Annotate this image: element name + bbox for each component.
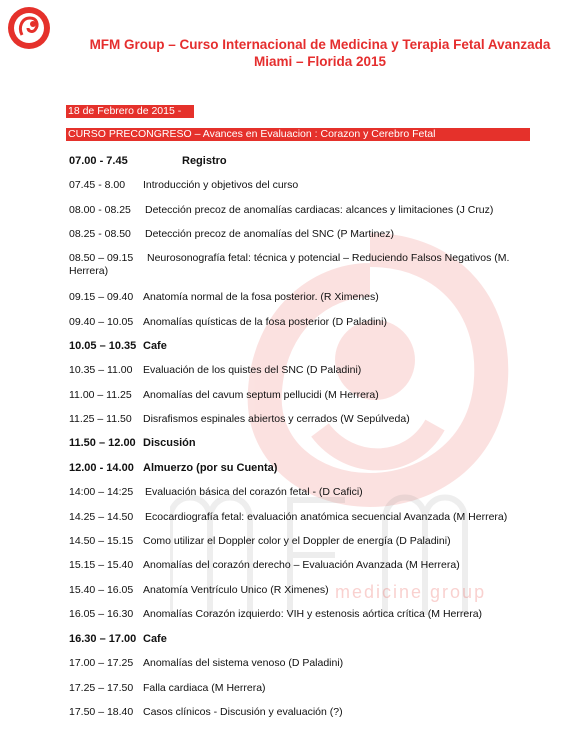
schedule-time: 17.25 – 17.50 [69,682,134,694]
schedule-time: 11.00 – 11.25 [69,389,132,401]
watermark-text: medicine group [335,582,487,602]
schedule-row [69,389,539,402]
schedule-row [69,633,539,646]
schedule-row [69,608,539,621]
schedule-row [69,252,539,278]
schedule-time: 08.00 - 08.25 [69,204,131,216]
schedule-row [69,682,539,695]
schedule-activity: Disrafismos espinales abiertos y cerrados (W Sepúlveda) [143,413,410,425]
schedule-activity: Discusión [143,437,196,449]
schedule-activity: Cafe [143,633,167,645]
schedule-activity: Falla cardiaca (M Herrera) [143,682,266,694]
schedule-row [69,437,539,450]
schedule-activity: Anomalías del corazón derecho – Evaluación Avanzada (M Herrera) [143,559,460,571]
header-title: MFM Group – Curso Internacional de Medicina y Terapia Fetal Avanzada [89,37,551,52]
schedule-activity: Neurosonografía fetal: técnica y potencial – Reduciendo Falsos Negativos (M. Herrera) [69,252,510,277]
schedule-activity: Anomalías Corazón izquierdo: VIH y estenosis aórtica crítica (M Herrera) [143,608,483,620]
schedule-activity: Ecocardiografía fetal: evaluación anatómica secuencial Avanzada (M Herrera) [145,511,508,523]
schedule-time: 17.00 – 17.25 [69,657,134,669]
schedule-activity: Almuerzo (por su Cuenta) [143,462,278,474]
schedule-row [69,228,539,241]
schedule-time: 12.00 - 14.00 [69,462,134,474]
schedule-time: 15.15 – 15.40 [69,559,134,571]
schedule-time: 16.05 – 16.30 [69,608,134,620]
schedule-time: 08.25 - 08.50 [69,228,131,240]
schedule-activity: Registro [182,155,227,167]
schedule-row [69,486,539,499]
schedule-activity: Cafe [143,340,167,352]
schedule-time: 14:00 – 14:25 [69,486,134,498]
schedule-row [69,204,539,217]
schedule-row [69,340,539,353]
schedule-row [69,584,539,597]
schedule-activity: Anomalías del sistema venoso (D Paladini) [143,657,344,669]
schedule-time: 11.50 – 12.00 [69,437,136,449]
schedule-activity: Como utilizar el Doppler color y el Doppler de energía (D Paladini) [143,535,451,547]
schedule-activity: Anatomía Ventrículo Unico (R Ximenes) [143,584,329,596]
schedule-row [69,316,539,329]
schedule-row [69,413,539,426]
schedule-activity: Anomalías del cavum septum pellucidi (M Herrera) [143,389,379,401]
schedule-time: 17.50 – 18.40 [69,706,134,718]
schedule-time: 10.05 – 10.35 [69,340,137,352]
schedule-time: 14.25 – 14.50 [69,511,134,523]
date-banner: 18 de Febrero de 2015 - [66,105,194,118]
schedule-activity: Detección precoz de anomalías del SNC (P Martinez) [145,228,395,240]
schedule-row [69,155,539,168]
schedule-time: 08.50 – 09.15 [69,252,134,264]
schedule-time: 15.40 – 16.05 [69,584,134,596]
schedule-row [69,364,539,377]
schedule-row [69,291,539,304]
schedule-activity: Casos clínicos - Discusión y evaluación (?) [143,706,343,718]
schedule-activity: Anatomía normal de la fosa posterior. (R Ximenes) [143,291,379,303]
schedule-row [69,179,539,192]
schedule-time: 14.50 – 15.15 [69,535,134,547]
schedule-row [69,559,539,572]
schedule-row [69,706,539,719]
schedule-activity: Detección precoz de anomalías cardiacas: alcances y limitaciones (J Cruz) [145,204,494,216]
schedule-row [69,535,539,548]
schedule-row [69,462,539,475]
schedule-activity: Evaluación básica del corazón fetal - (D Cafici) [145,486,363,498]
schedule-time: 09.40 – 10.05 [69,316,134,328]
schedule-time: 07.45 - 8.00 [69,179,126,191]
mfm-logo-icon [6,5,52,51]
schedule-time: 11.25 – 11.50 [69,413,132,425]
schedule-time: 07.00 - 7.45 [69,155,128,167]
schedule-row [69,511,539,524]
schedule-time: 09.15 – 09.40 [69,291,134,303]
schedule-time: 10.35 – 11.00 [69,364,133,376]
schedule-row [69,657,539,670]
course-banner: CURSO PRECONGRESO – Avances en Evaluacion : Corazon y Cerebro Fetal [66,128,530,141]
schedule-activity: Introducción y objetivos del curso [143,179,299,191]
header-subtitle: Miami – Florida 2015 [253,54,387,69]
schedule-time: 16.30 – 17.00 [69,633,137,645]
schedule-activity: Anomalías quísticas de la fosa posterior (D Paladini) [143,316,387,328]
schedule-activity: Evaluación de los quistes del SNC (D Paladini) [143,364,362,376]
